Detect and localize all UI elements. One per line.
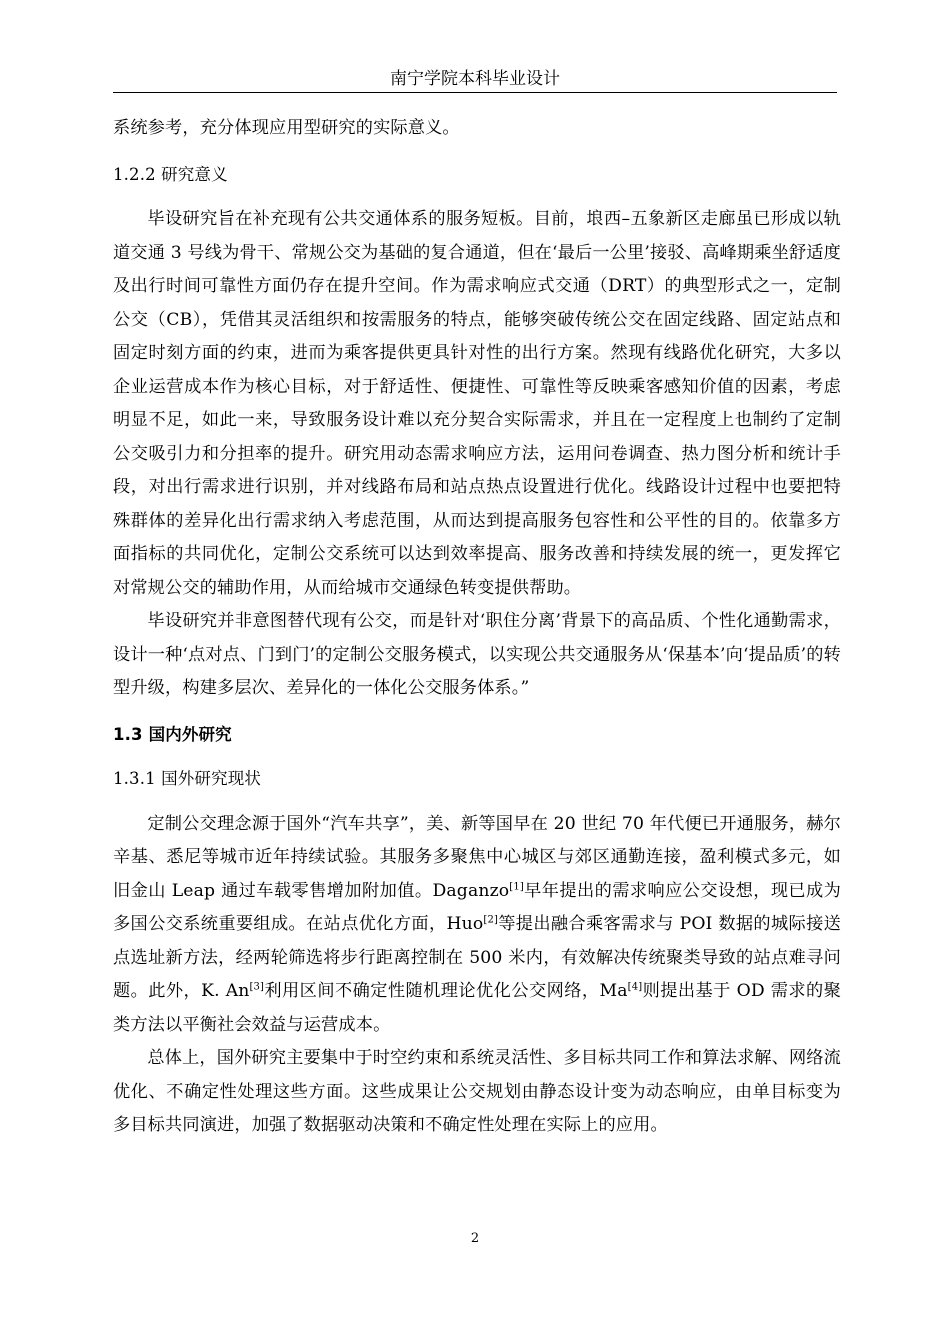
subsection-heading-1-2-2: 1.2.2 研究意义 xyxy=(113,164,228,184)
subsection-heading-1-3-1: 1.3.1 国外研究现状 xyxy=(113,769,262,788)
paragraph-summary: 总体上，国外研究主要集中于时空约束和系统灵活性、多目标共同工作和算法求解、网络流优化、不确定性处理这些方面。这些成果让公交规划由静态设计变为动态响应，由单目标变为多目标共同演进，加强了数据驱动决策和不确定性处理在实际上的应用。 xyxy=(113,1048,841,1135)
paragraph-text: 早年提出的需求响应公交设想，现已成为多国公交系统重要组成。在站点优化方面，Huo xyxy=(113,880,842,934)
paragraph-foreign-research xyxy=(113,808,841,1043)
paragraph-text: 定制公交理念源于国外“汽车共享”，美、新等国早在 20 世纪 70 年代便已开通服务，赫尔辛基、悉尼等城市近年持续试验。其服务多聚焦中心城区与郊区通勤连接，盈利模式多元，如旧金山 Leap 通过车载零售增加附加值。Daganzo xyxy=(113,813,841,901)
running-header: 南宁学院本科毕业设计 xyxy=(390,69,560,89)
paragraph-significance-2: 毕设研究并非意图替代现有公交，而是针对‘职住分离’背景下的高品质、个性化通勤需求，设计一种‘点对点、门到门’的定制公交服务模式，以实现公共交通服务从‘保基本’向‘提品质’的转型升级，构建多层次、差异化的一体化公交服务体系。” xyxy=(113,611,841,698)
paragraph-text: 利用区间不确定性随机理论优化公交网络，Ma xyxy=(264,981,628,1001)
citation-ref: [3] xyxy=(249,981,265,993)
citation-ref: [2] xyxy=(483,914,499,926)
page-number: 2 xyxy=(470,1231,480,1246)
paragraph-text: 等提出融合乘客需求与 POI 数据的城际接送点选址新方法，经两轮筛选将步行距离控制在 500 米内，有效解决传统聚类导致的站点难寻问题。此外，K. An xyxy=(113,914,841,1001)
header-rule xyxy=(113,92,837,93)
paragraph-significance-1: 毕设研究旨在补充现有公共交通体系的服务短板。目前，埌西–五象新区走廊虽已形成以轨道交通 3 号线为骨干、常规公交为基础的复合通道，但在‘最后一公里’接驳、高峰期乘坐舒适度及出行时间可靠性方面仍存在提升空间。作为需求响应式交通（DRT）的典型形式之一，定制公交（CB），凭借其灵活组织和按需服务的特点，能够突破传统公交在固定线路、固定站点和固定时刻方面的约束，进而为乘客提供更具针对性的出行方案。然现有线路优化研究，大多以企业运营成本作为核心目标，对于舒适性、便捷性、可靠性等反映乘客感知价值的因素，考虑明显不足，如此一来，导致服务设计难以充分契合实际需求，并且在一定程度上也制约了定制公交吸引力和分担率的提升。研究用动态需求响应方法，运用问卷调查、热力图分析和统计手段，对出行需求进行识别，并对线路布局和站点热点设置进行优化。线路设计过程中也要把特殊群体的差异化出行需求纳入考虑范围，从而达到提高服务包容性和公平性的目的。依靠多方面指标的共同优化，定制公交系统可以达到效率提高、服务改善和持续发展的统一，更发挥它对常规公交的辅助作用，从而给城市交通绿色转变提供帮助。 xyxy=(113,209,841,598)
body-text xyxy=(113,112,841,1143)
section-heading-1-3: 1.3 国内外研究 xyxy=(113,724,232,744)
continuation-text: 系统参考，充分体现应用型研究的实际意义。 xyxy=(113,118,460,138)
citation-ref: [4] xyxy=(627,981,643,993)
citation-ref: [1] xyxy=(509,880,524,892)
paragraph-text: 则提出基于 OD 需求的聚类方法以平衡社会效益与运营成本。 xyxy=(113,981,842,1035)
